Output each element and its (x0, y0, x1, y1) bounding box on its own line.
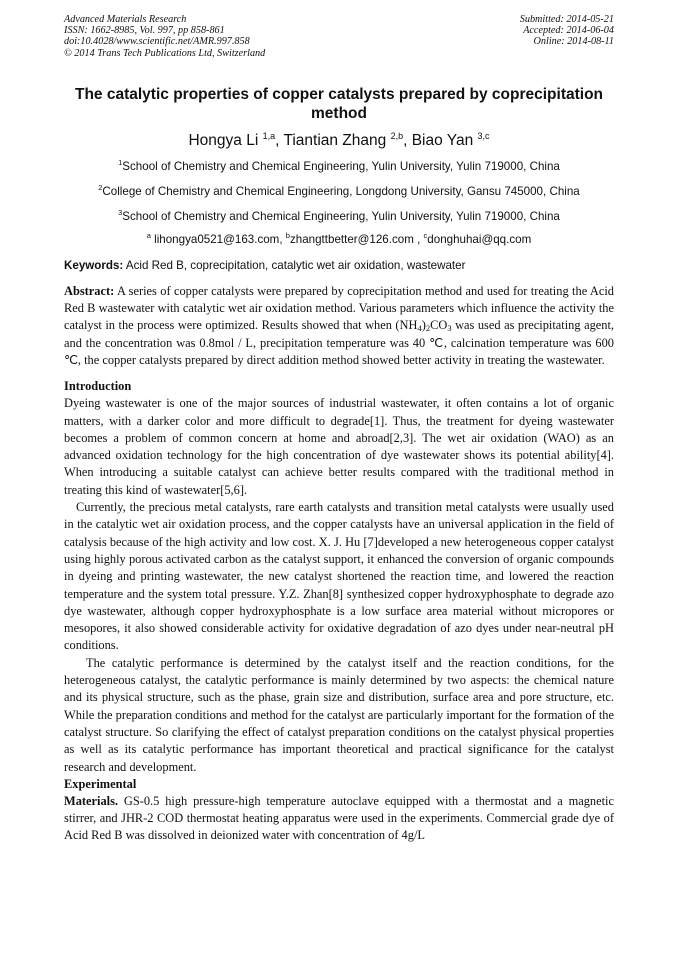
abstract-text: ) (421, 318, 426, 333)
introduction-paragraph-1: Dyeing wastewater is one of the major sources of industrial wastewater, it often contains a lot of organic matters, with a darker color and more difficult to degrade[1]. Thus, the treatment for dyeing wastewater becomes a problem of common concern at home and abroad[2,3]. The wet air oxidation (WAO) as an advanced oxidation technology for the high concentration of dye wastewater shows its potential ability[4]. When introducing a suitable catalyst can achieve better results compared with the traditional method in treating this kind of wastewater[5,6]. (64, 396, 614, 497)
publication-dates (520, 14, 614, 59)
author-name: Tiantian Zhang (283, 131, 391, 149)
author-name: Hongya Li (188, 131, 263, 149)
affiliation (64, 183, 614, 201)
journal-header (64, 14, 614, 59)
author-affil-mark: 3,c (477, 130, 490, 141)
author-affil-mark: 1,a (262, 130, 276, 141)
abstract (64, 283, 614, 369)
affiliation (64, 208, 614, 226)
journal-name: Advanced Materials Research (64, 14, 187, 25)
affiliation-number: 2 (98, 182, 103, 192)
journal-issn: ISSN: 1662-8985, Vol. 997, pp 858-861 (64, 25, 225, 37)
affiliation-text: School of Chemistry and Chemical Engineering, Yulin University, Yulin 719000, China (122, 209, 560, 223)
author-separator: , (403, 131, 412, 149)
affiliation-number: 3 (118, 207, 123, 217)
materials-text: GS-0.5 high pressure-high temperature autoclave equipped with a thermostat and a magnetic stirrer, and JHR-2 COD thermostat heating apparatus were used in the experiments. Commercial grade dye of Acid Red B was dissolved in deionized water with concentration of 4g/L (64, 793, 614, 843)
email-address: zhangttbetter@126.com , (289, 232, 424, 246)
author-affil-mark: 2,b (390, 130, 404, 141)
email-mark: b (285, 230, 290, 240)
accepted-date: Accepted: 2014-06-04 (523, 25, 614, 37)
introduction-heading: Introduction (64, 379, 132, 394)
abstract-label: Abstract: (64, 283, 115, 298)
paper-title: The catalytic properties of copper catalysts prepared by coprecipitation method (74, 85, 603, 122)
abstract-text: was used as precipitating agent, and the concentration was 0.8mol / L, precipitation temperature was 40 ℃, calcination temperature was 600 ℃, the copper catalysts prepared by direct addition method showed better activity in treating the wastewater. (64, 318, 614, 367)
author-separator: , (275, 131, 284, 149)
author-emails (64, 232, 614, 248)
author-list (64, 131, 614, 151)
online-date: Online: 2014-08-11 (533, 36, 614, 48)
abstract-subscript: 3 (447, 323, 452, 334)
abstract-text: CO (430, 318, 448, 333)
email-mark: c (423, 230, 428, 240)
abstract-subscript: 2 (425, 323, 431, 334)
affiliation-text: School of Chemistry and Chemical Engineering, Yulin University, Yulin 719000, China (122, 159, 560, 173)
affiliation-text: College of Chemistry and Chemical Engineering, Longdong University, Gansu 745000, China (102, 184, 580, 198)
affiliation-number: 1 (118, 157, 123, 167)
affiliation (64, 158, 614, 176)
keywords (64, 258, 614, 274)
journal-info (64, 14, 265, 59)
abstract-text: A series of copper catalysts were prepared by coprecipitation method and used for treating the Acid Red B wastewater with catalytic wet air oxidation method. Various parameters which influence the activity the catalyst in the process were optimized. Results showed that when (NH (64, 283, 614, 333)
journal-copyright: © 2014 Trans Tech Publications Ltd, Switzerland (64, 47, 266, 59)
abstract-subscript: 4 (417, 323, 422, 334)
introduction-paragraph-3: The catalytic performance is determined by the catalyst itself and the reaction conditions, for the heterogeneous catalyst, the catalytic performance is mainly determined by two aspects: the chemical nature and its physical structure, such as the phase, grain size and distribution, surface area and pore structure, etc. While the preparation conditions and method for the catalyst are particularly important for the formation of the catalyst structure. So clarifying the effect of catalyst preparation conditions on the catalyst physical properties as well as its catalytic performance has important theoretical and practical significance for the catalyst research and development. (64, 655, 614, 774)
email-mark: a (146, 230, 151, 240)
author-name: Biao Yan (411, 131, 478, 149)
submitted-date: Submitted: 2014-05-21 (519, 14, 614, 25)
journal-doi: doi:10.4028/www.scientific.net/AMR.997.858 (64, 36, 250, 48)
materials-paragraph (64, 793, 614, 845)
introduction-paragraph-2: Currently, the precious metal catalysts, rare earth catalysts and transition metal catalysts were usually used in the catalytic wet air oxidation process, and the copper catalysts have an universal application in the field of catalysis because of the high activity and low cost. X. J. Hu [7]developed a new heterogeneous copper catalyst using highly porous activated carbon as the catalyst support, it enhanced the conversion of organic compounds in dyeing and printing wastewater, the new catalyst shortened the reaction time, and lowered the reaction temperature and the system total pressure. Y.Z. Zhan[8] synthesized copper hydroxyphosphate to degrade azo dye wastewater, although copper hydroxyphosphate is a low surface area material without micropores or mesopores, it also showed considerable activity for oxidative degradation of azo dyes under near-neutral pH conditions. (64, 500, 614, 653)
paper-page (64, 14, 614, 845)
materials-label: Materials. (64, 793, 119, 808)
keywords-text: Acid Red B, coprecipitation, catalytic wet air oxidation, wastewater (123, 258, 466, 272)
keywords-label: Keywords: (64, 258, 124, 272)
experimental-heading: Experimental (64, 776, 137, 791)
email-address: donghuhai@qq.com (427, 232, 532, 246)
email-address: lihongya0521@163.com, (150, 232, 286, 246)
